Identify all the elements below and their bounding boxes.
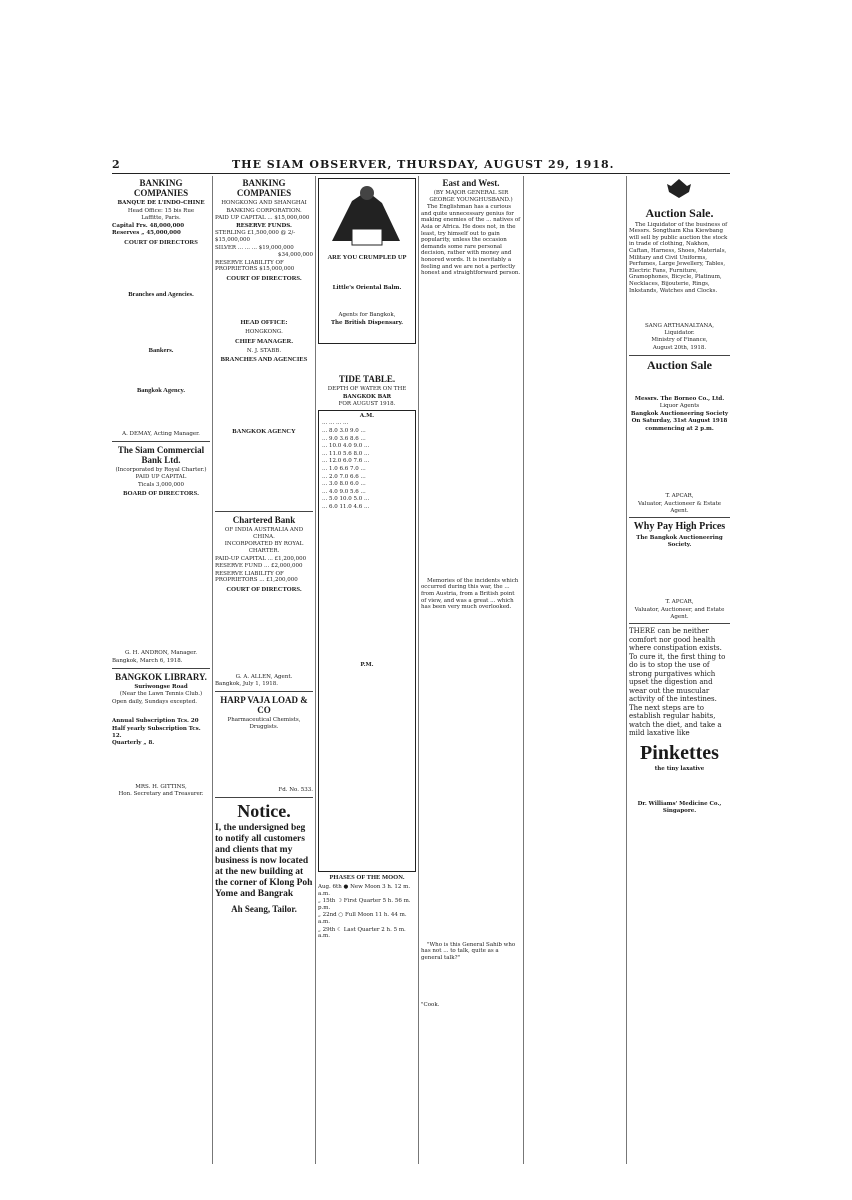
divider bbox=[629, 623, 730, 624]
divider bbox=[112, 441, 210, 442]
auction-text bbox=[629, 433, 730, 493]
section-heading: BANKING COMPANIES bbox=[236, 178, 292, 198]
tide-row: ... ... ... ... bbox=[322, 420, 349, 427]
auction-text bbox=[629, 295, 730, 323]
article-body bbox=[421, 612, 521, 942]
text-line: Liquor Agents bbox=[659, 403, 700, 410]
text-line: Pharmaceutical Chemists, Druggists. bbox=[227, 717, 301, 730]
tide-row: ... 2.0 7.0 6.6 ... bbox=[322, 473, 366, 480]
text-line: The British Dispensary. bbox=[330, 319, 404, 326]
text-line: FOR AUGUST 1918. bbox=[338, 401, 396, 408]
text-line: Capital Frs. 48,000,000 bbox=[112, 222, 185, 229]
signature: G. H. ANDRON, Manager. bbox=[124, 650, 198, 657]
column-4 bbox=[421, 176, 521, 1164]
text-line: (Incorporated by Royal Charter.) bbox=[115, 466, 207, 473]
masthead-rule bbox=[112, 173, 730, 174]
newspaper-page bbox=[112, 158, 730, 1166]
text-line: HONGKONG. bbox=[245, 328, 283, 335]
text-line: On Saturday, 31st August 1918 bbox=[631, 418, 728, 425]
bankers-list bbox=[112, 357, 210, 385]
article-heading: East and West. bbox=[442, 178, 500, 188]
column-divider bbox=[212, 176, 213, 1164]
bank-name: BANQUE DE L'INDO-CHINE bbox=[117, 200, 205, 206]
text-line: The Bangkok Auctioneering Society. bbox=[636, 535, 723, 548]
dateline: Bangkok, July 1, 1918. bbox=[215, 681, 278, 688]
text-line: Annual Subscription Tcs. 20 bbox=[112, 718, 199, 725]
text-line: RESERVE FUNDS. bbox=[236, 222, 292, 229]
brand-name: Pinkettes bbox=[640, 741, 719, 764]
notice-heading: Notice. bbox=[237, 800, 291, 821]
advert-title: ARE YOU CRUMPLED UP bbox=[327, 253, 407, 261]
signature: MRS. H. GITTINS, bbox=[135, 783, 187, 790]
advert-text bbox=[629, 773, 730, 801]
directors-list bbox=[215, 285, 313, 317]
subheading: BOARD OF DIRECTORS. bbox=[123, 490, 199, 498]
text-line: $34,000,000 bbox=[278, 252, 313, 259]
text-line: OF INDIA AUSTRALIA AND CHINA. bbox=[224, 527, 304, 540]
tide-row: ... 5.0 10.0 5.0 ... bbox=[322, 496, 370, 503]
tide-rows-continued bbox=[322, 512, 412, 662]
notice-text: I, the undersigned beg to notify all customers and clients that my business is now located at the new building at the corner of Klong Poh Yome and Bangrak bbox=[215, 822, 313, 899]
divider bbox=[112, 668, 210, 669]
text-line: DEPTH OF WATER ON THE bbox=[327, 386, 407, 392]
directors-text bbox=[215, 596, 313, 674]
subheading: Branches and Agencies. bbox=[128, 290, 194, 298]
tide-row: ... 3.0 8.0 6.0 ... bbox=[322, 481, 366, 488]
text-line: Laffitte, Paris. bbox=[141, 215, 181, 222]
section-heading: BANKING COMPANIES bbox=[133, 178, 189, 198]
tide-row: ... 8.0 3.0 9.0 ... bbox=[322, 427, 366, 434]
subheading: BRANCHES AND AGENCIES bbox=[220, 356, 308, 364]
tide-row: ... 9.0 3.6 8.6 ... bbox=[322, 435, 366, 442]
tide-row: ... 10.0 4.0 9.0 ... bbox=[322, 443, 370, 450]
subheading: COURT OF DIRECTORS. bbox=[226, 274, 302, 282]
newspaper-title: THE SIAM OBSERVER, THURSDAY, AUGUST 29, 1918. bbox=[232, 158, 615, 171]
text-line: Valuator, Auctioneer & Estate Agent. bbox=[637, 501, 722, 514]
text-line: Half yearly Subscription Tcs. 12. bbox=[112, 725, 201, 739]
column-divider bbox=[626, 176, 627, 1164]
text-line: BANGKOK BAR bbox=[342, 393, 392, 400]
tide-rows bbox=[322, 420, 412, 510]
agency-text bbox=[215, 438, 313, 508]
section-heading: Auction Sale. bbox=[645, 205, 714, 220]
branches-list bbox=[112, 301, 210, 345]
divider bbox=[215, 797, 313, 798]
article-paragraph: Memories of the incidents which occurred during this war, the ... from Austria, from a British point of view, and was a great ... which has been very much overlooked. bbox=[421, 577, 519, 611]
text-line: Bangkok Auctioneering Society bbox=[630, 410, 729, 417]
article-ending: "Cook. bbox=[421, 1002, 440, 1009]
divider bbox=[629, 355, 730, 356]
section-heading: The Siam Commercial Bank Ltd. bbox=[117, 444, 205, 465]
branches-list bbox=[215, 366, 313, 426]
dateline: Bangkok, March 6, 1918. bbox=[112, 657, 183, 664]
divider bbox=[215, 691, 313, 692]
column-divider bbox=[315, 176, 316, 1164]
text-line: RESERVE FUND ... £2,000,000 bbox=[215, 563, 303, 570]
text-line: Ministry of Finance, bbox=[651, 337, 708, 344]
text-line: N. J. STABB. bbox=[246, 347, 282, 354]
subheading: PHASES OF THE MOON. bbox=[329, 874, 405, 882]
pm-label: P.M. bbox=[360, 661, 374, 668]
directors-text bbox=[112, 500, 210, 650]
column-1 bbox=[112, 176, 210, 1164]
text-line: RESERVE LIABILITY OF PROPRIETORS $15,000,000 bbox=[215, 259, 295, 273]
subheading: CHIEF MANAGER. bbox=[235, 337, 293, 345]
directors-list bbox=[112, 249, 210, 289]
tide-rows-pm bbox=[322, 669, 412, 869]
column-2 bbox=[215, 176, 313, 1164]
signature: A. DEMAY, Acting Manager. bbox=[122, 430, 200, 437]
advert-subtitle: Little's Oriental Balm. bbox=[332, 284, 402, 291]
signature: Fd. No. 533. bbox=[278, 787, 313, 794]
text-line: STERLING £1,500,000 @ 2/- $15,000,000 bbox=[215, 230, 296, 243]
text-line: RESERVE LIABILITY OF PROPRIETORS ... £1,200,000 bbox=[215, 570, 298, 584]
subheading: HEAD OFFICE: bbox=[240, 318, 288, 326]
bank-name: HONGKONG AND SHANGHAI bbox=[221, 200, 307, 206]
tide-row: ... 6.0 11.0 4.6 ... bbox=[322, 503, 370, 510]
moon-phase: „ 22nd ○ Full Moon 11 h. 44 m. a.m. bbox=[318, 912, 407, 926]
text-line: Messrs. The Borneo Co., Ltd. bbox=[634, 395, 725, 402]
page-number: 2 bbox=[112, 158, 120, 171]
subheading: COURT OF DIRECTORS bbox=[124, 238, 198, 246]
section-heading: Auction Sale bbox=[646, 357, 712, 372]
auction-text bbox=[629, 549, 730, 599]
tagline: the tiny laxative bbox=[654, 765, 705, 772]
text-line: SILVER ... ... ... $19,000,000 bbox=[215, 244, 294, 251]
moon-phase: Aug. 6th ● New Moon 3 h. 12 m. a.m. bbox=[318, 884, 411, 897]
tide-row: ... 12.0 6.0 7.6 ... bbox=[322, 458, 370, 465]
subheading: BANGKOK AGENCY bbox=[232, 428, 296, 436]
tide-row: ... 1.0 6.6 7.0 ... bbox=[322, 465, 366, 472]
auction-text: The Liquidator of the business of Messrs. Songtham Kha Kiewbang will sell by public auction the stock in trade of clothing, Nakhon, Caftan, Harness, Shoes, Materials, Military and Civil Uniforms, Perfumes, Large Jewellery, Tables, Electric Fans, Furniture, Gramophones, Bicycle, Platinum, Necklaces, Bijouterie, Rings, Inkstands, Watches and Clocks. bbox=[629, 221, 728, 294]
section-heading: BANGKOK LIBRARY. bbox=[115, 671, 207, 682]
text-line: Suriwongse Road bbox=[134, 683, 188, 690]
tide-row: ... 11.0 5.6 8.0 ... bbox=[322, 450, 370, 457]
moon-phase: „ 29th ☾ Last Quarter 2 h. 5 m. a.m. bbox=[318, 926, 406, 940]
subheading: Bangkok Agency. bbox=[136, 386, 186, 394]
advert-text bbox=[215, 731, 313, 787]
crest-icon bbox=[629, 176, 730, 202]
section-heading: HARP VAJA LOAD & CO bbox=[220, 695, 308, 716]
signature: SANG ARTHANALTANA, Liquidator. bbox=[644, 323, 714, 336]
divider bbox=[629, 517, 730, 518]
dateline: August 20th, 1918. bbox=[652, 344, 707, 351]
section-heading: Why Pay High Prices bbox=[633, 521, 726, 533]
text-line: Hon. Secretary and Treasurer. bbox=[118, 791, 204, 798]
am-label: A.M. bbox=[359, 412, 375, 419]
tide-table-heading: TIDE TABLE. bbox=[338, 374, 396, 384]
advert-text: THERE can be neither comfort nor good health where constipation exists. To cure it, the first thing to do is to stop the use of strong purgatives which upset the digestion and wear out the muscular activity of the intestines. The next steps are to establish regular habits, watch the diet, and take a mild laxative like bbox=[629, 627, 726, 738]
text-line: Valuator, Auctioneer, and Estate Agent. bbox=[634, 607, 725, 620]
text-line: Reserves „ 45,000,000 bbox=[112, 230, 181, 237]
text-line: Agents for Bangkok, bbox=[338, 312, 396, 319]
article-body bbox=[421, 278, 521, 578]
text-line: (Near the Lawn Tennis Club.) bbox=[119, 691, 203, 698]
text-line: PAID UP CAPITAL bbox=[135, 474, 187, 481]
article-paragraph: The Englishman has a curious and quite unnecessary genius for making enemies of the ... natives of Asia or Africa. He does not, in the least, try himself out to gain popularity, unless the occasion demands some rare personal decision, rather with money and honored words. It is inevitably a feeling and we are not a perfectly honest and straightforward person. bbox=[421, 204, 521, 277]
advert-text bbox=[322, 292, 412, 312]
signature: G. A. ALLEN, Agent. bbox=[235, 673, 293, 680]
text-line: Quarterly „ 8. bbox=[112, 740, 155, 747]
tide-row: ... 4.0 9.0 5.6 ... bbox=[322, 488, 366, 495]
article-paragraph: "Who is this General Sahib who has not ... to talk, quite as a general talk?" bbox=[421, 941, 516, 961]
text-line: BANKING CORPORATION. bbox=[226, 207, 302, 214]
advert-text bbox=[322, 263, 412, 285]
text-line: PAID-UP CAPITAL ... £1,200,000 bbox=[215, 555, 307, 562]
balm-advert bbox=[318, 178, 416, 344]
signature: T. APCAR, bbox=[665, 493, 694, 500]
signature: T. APCAR, bbox=[665, 599, 694, 606]
section-heading: Chartered Bank bbox=[232, 515, 296, 526]
moon-phase: „ 15th ☽ First Quarter 5 h. 56 m. p.m. bbox=[318, 898, 411, 911]
article-body bbox=[421, 962, 521, 1002]
column-5 bbox=[629, 176, 730, 1164]
column-3 bbox=[318, 176, 416, 1164]
text-line: commencing at 2 p.m. bbox=[645, 425, 714, 432]
text-line: Ticals 3,000,000 bbox=[137, 481, 185, 488]
agency-text bbox=[112, 397, 210, 431]
signature: Ah Seang, Tailor. bbox=[231, 903, 297, 914]
column-divider bbox=[523, 176, 524, 1164]
hours-text bbox=[112, 706, 210, 718]
masthead bbox=[112, 158, 730, 172]
subheading: COURT OF DIRECTORS. bbox=[226, 585, 302, 593]
text-line: Dr. Williams' Medicine Co., Singapore. bbox=[637, 801, 722, 814]
crumpled-figure-icon bbox=[322, 181, 412, 251]
tide-table bbox=[318, 410, 416, 872]
text-line: Open daily, Sundays excepted. bbox=[112, 698, 198, 705]
text-line: PAID UP CAPITAL ... $15,000,000 bbox=[215, 215, 310, 222]
divider bbox=[215, 511, 313, 512]
auction-text bbox=[629, 374, 730, 396]
text-line: INCORPORATED BY ROYAL CHARTER. bbox=[224, 541, 304, 554]
subheading: Bankers. bbox=[148, 346, 174, 354]
byline: (BY MAJOR GENERAL SIR GEORGE YOUNGHUSBAND.) bbox=[429, 190, 513, 203]
text-line: Head Office: 15 bis Rue bbox=[127, 207, 195, 214]
subscription-text bbox=[112, 748, 210, 784]
column-divider bbox=[418, 176, 419, 1164]
